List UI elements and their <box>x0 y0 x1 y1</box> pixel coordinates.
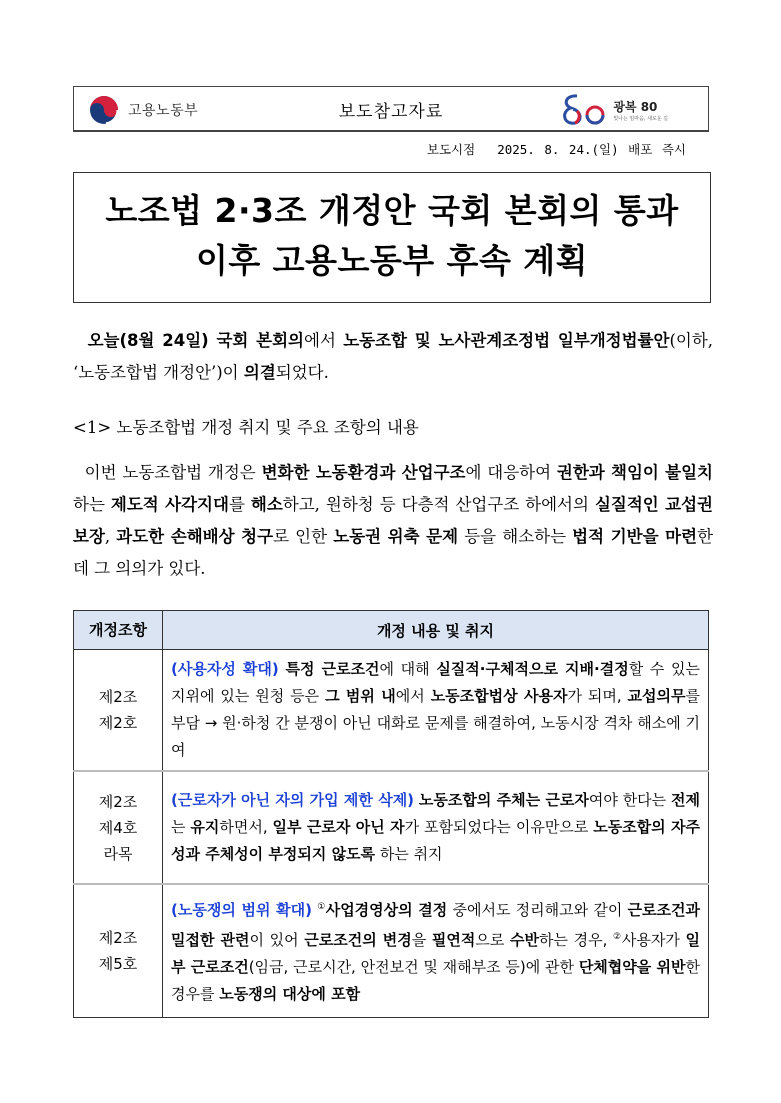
header-content: 개정 내용 및 취지 <box>163 611 709 650</box>
intro-text-2: (이하, ‘노동조합법 개정안’)이 <box>73 331 713 382</box>
content-bold: 그 범위 내 <box>325 687 396 705</box>
content-bold: 근로조건의 변경 <box>304 930 412 949</box>
content-text: 가 포함되었다는 이유만으로 <box>404 818 594 836</box>
purpose-bold: 변화한 노동환경과 산업구조 <box>261 463 466 482</box>
content-cell <box>163 884 709 1017</box>
amendment-tag: (사용자성 확대) <box>171 660 279 678</box>
release-value: 2025. 8. 24.(일) 배포 즉시 <box>497 142 686 157</box>
article-cell <box>74 884 163 1017</box>
content-text: 사용자가 <box>621 930 686 949</box>
purpose-text: 를 <box>228 495 251 514</box>
content-bold: 사업경영상의 결정 <box>325 900 448 919</box>
content-text: 가 되며, <box>567 687 628 705</box>
article-line: 라목 <box>103 844 133 863</box>
purpose-text: , <box>104 527 117 546</box>
purpose-paragraph <box>73 457 713 585</box>
table-header-row <box>74 611 709 650</box>
article-line: 제2호 <box>98 714 138 732</box>
article-cell <box>74 650 163 772</box>
content-text: 하는 취지 <box>375 845 443 863</box>
content-bold: 수반 <box>510 930 539 949</box>
content-bold: 노동조합의 주체는 근로자 <box>418 791 589 809</box>
content-bold: 노동조합법상 사용자 <box>430 687 568 705</box>
table-row <box>74 884 709 1017</box>
content-text: 는 <box>171 818 191 836</box>
article-line: 제2조 <box>98 688 138 706</box>
purpose-text: 한 데 그 의의가 있다. <box>73 527 714 578</box>
content-bold: 노동쟁의 대상에 포함 <box>219 984 361 1003</box>
amendment-tag: (노동쟁의 범위 확대) <box>171 900 312 919</box>
content-bold: 실질적·구체적으로 지배·결정 <box>436 660 629 678</box>
content-text: 이 있어 <box>249 930 305 949</box>
purpose-bold: 제도적 사각지대 <box>110 495 229 514</box>
ministry-name: 고용노동부 <box>128 103 199 119</box>
content-cell <box>163 650 709 772</box>
purpose-text: 이번 노동조합법 개정은 <box>84 463 262 482</box>
content-text: 에서 <box>395 687 431 705</box>
article-line: 제2조 <box>98 792 138 811</box>
liberation-80-mark-icon <box>557 93 609 127</box>
purpose-text: 하는 <box>73 495 111 514</box>
purpose-bold: 법적 기반을 마련 <box>572 527 698 546</box>
content-text: (임금, 근로시간, 안전보건 및 재해부조 등)에 관한 <box>248 957 579 976</box>
purpose-bold: 권한과 책임이 불일치 <box>556 463 713 482</box>
header-box <box>73 86 709 132</box>
content-bold: 전제 <box>671 791 700 809</box>
section-heading: <1> 노동조합법 개정 취지 및 주요 조항의 내용 <box>73 418 419 437</box>
content-bold: 노동조합의 자주성과 주체성이 부정되지 않도록 <box>171 818 701 863</box>
liberation-80-subtitle: 빛나는 임마음, 새로운 길 <box>613 116 668 122</box>
content-text: 를 부담 → 원·하청 간 분쟁이 아닌 대화로 문제를 해결하여, 노동시장 격차 해소에 기여 <box>171 687 701 759</box>
amendment-table <box>73 610 709 1018</box>
intro-bold-2: 노동조합 및 노사관계조정법 일부개정법률안 <box>343 331 670 350</box>
release-label: 보도시점 <box>426 142 476 157</box>
purpose-text: 로 인한 <box>273 527 334 546</box>
article-line: 제4호 <box>98 818 138 837</box>
intro-bold-3: 의결 <box>243 363 276 382</box>
content-text: 한 경우를 <box>171 957 700 1003</box>
content-bold: 일부 근로조건 <box>171 930 700 976</box>
content-text: 여야 한다는 <box>588 791 672 809</box>
content-text: 할 수 있는 지위에 있는 원청 등은 <box>171 660 701 705</box>
article-cell <box>74 771 163 884</box>
intro-paragraph <box>73 325 713 389</box>
circled-marker: ① <box>317 901 326 912</box>
table-row <box>74 650 709 772</box>
content-text: 하는 경우, <box>538 930 613 949</box>
liberation-80-title: 광복 80 <box>613 100 658 114</box>
purpose-bold: 노동권 위축 문제 <box>333 527 459 546</box>
intro-text-3: 되었다. <box>275 363 329 382</box>
title-line-2: 이후 고용노동부 후속 계획 <box>195 241 589 280</box>
amendment-tag: (근로자가 아닌 자의 가입 제한 삭제) <box>171 791 415 809</box>
intro-text-1: 에서 <box>304 331 344 350</box>
liberation-80-logo <box>557 93 668 127</box>
document-type: 보도참고자료 <box>338 102 444 122</box>
content-text: 을 <box>411 930 432 949</box>
content-text: 으로 <box>475 930 510 949</box>
purpose-bold: 실질적인 교섭권 보장 <box>73 495 714 546</box>
content-cell <box>163 771 709 884</box>
purpose-bold: 과도한 손해배상 청구 <box>116 527 274 546</box>
article-line: 제5호 <box>98 954 138 973</box>
header-article: 개정조항 <box>74 611 163 650</box>
content-bold: 단체협약을 위반 <box>578 957 686 976</box>
content-bold: 필연적 <box>431 930 476 949</box>
content-text: 에 대해 <box>379 660 437 678</box>
purpose-bold: 해소 <box>250 495 283 514</box>
content-bold: 특정 근로조건 <box>285 660 380 678</box>
purpose-text: 등을 해소하는 <box>458 527 573 546</box>
purpose-text: 하고, 원하청 등 다층적 산업구조 하에서의 <box>282 495 595 514</box>
title-box <box>73 172 711 303</box>
intro-bold-1: 오늘(8월 24일) 국회 본회의 <box>87 331 304 350</box>
content-bold: 유지 <box>190 818 220 836</box>
content-text: 중에서도 정리해고와 같이 <box>447 900 628 919</box>
content-bold: 근로조건과 밀접한 관련 <box>171 900 700 949</box>
circled-marker: ② <box>612 931 622 942</box>
table-row <box>74 771 709 884</box>
release-timing <box>427 140 686 158</box>
content-bold: 교섭의무 <box>627 687 686 705</box>
content-bold: 일부 근로자 아닌 자 <box>272 818 405 836</box>
title-line-1: 노조법 2·3조 개정안 국회 본회의 통과 <box>105 191 679 230</box>
content-text: 하면서, <box>219 818 273 836</box>
purpose-text: 에 대응하여 <box>465 463 557 482</box>
article-line: 제2조 <box>98 928 138 947</box>
